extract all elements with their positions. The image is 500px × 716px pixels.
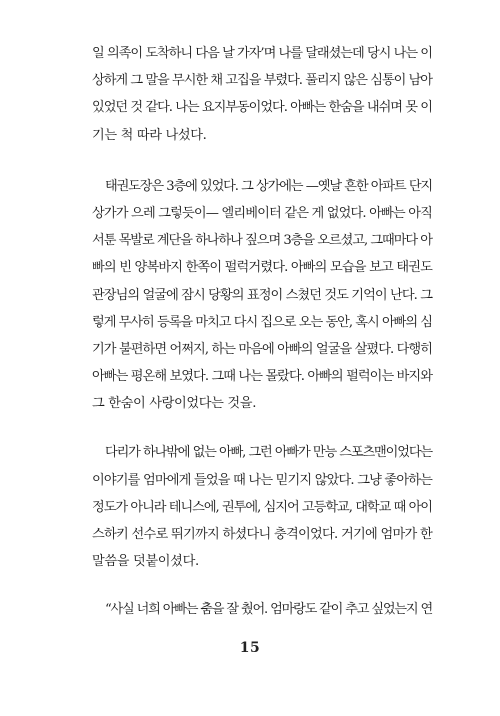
text-line: 아빠는 평온해 보였다. 그때 나는 몰랐다. 아빠의 펄럭이는 바지와: [92, 369, 432, 385]
text-line: 일 의족이 도착하니 다음 날 가자’며 나를 달래셨는데 당시 나는 이: [92, 46, 432, 61]
text-line: 기는 척 따라 나섰다.: [92, 127, 207, 143]
text-line: 관장님의 얼굴에 잠시 당황의 표정이 스쳤던 것도 기억이 난다. 그: [92, 287, 432, 303]
text-line: 있었던 것 같다. 나는 요지부동이었다. 아빠는 한숨을 내쉬며 못 이: [92, 100, 432, 116]
paragraph-2: [92, 173, 432, 418]
text-line: 렇게 무사히 등록을 마치고 다시 집으로 오는 동안, 혹시 아빠의 심: [92, 314, 432, 330]
paragraph-1: [92, 40, 432, 149]
text-line: 이야기를 엄마에게 들었을 때 나는 믿기지 않았다. 그냥 좋아하는: [92, 472, 432, 488]
text-line: 말씀을 덧붙이셨다.: [92, 554, 199, 570]
text-line: 다리가 하나밖에 없는 아빠, 그런 아빠가 만능 스포츠맨이었다는: [105, 445, 432, 461]
paragraph-3: [92, 439, 432, 575]
text-line: “사실 너희 아빠는 춤을 잘 췄어. 엄마랑도 같이 추고 싶었는지 연: [105, 602, 432, 618]
text-line: 상하게 그 말을 무시한 채 고집을 부렸다. 풀리지 않은 심통이 남아: [92, 73, 432, 89]
paragraph-4: [92, 596, 432, 623]
book-page-body: [92, 40, 432, 624]
page-number: 15: [239, 640, 261, 656]
text-line: 정도가 아니라 테니스에, 권투에, 심지어 고등학교, 대학교 때 아이: [92, 499, 432, 515]
text-line: 서툰 목발로 계단을 하나하나 짚으며 3층을 오르셨고, 그때마다 아: [92, 233, 432, 249]
text-line: 기가 불편하면 어쩌지, 하는 마음에 아빠의 얼굴을 살폈다. 다행히: [92, 341, 432, 357]
paragraph-gap: [92, 575, 432, 596]
text-line: 빠의 빈 양복바지 한쪽이 펄럭거렸다. 아빠의 모습을 보고 태권도: [92, 260, 432, 276]
paragraph-gap: [92, 149, 432, 173]
text-line: 그 한숨이 사랑이었다는 것을.: [92, 396, 257, 412]
text-line: 상가가 으레 그렇듯이— 엘리베이터 같은 게 없었다. 아빠는 아직: [92, 205, 432, 221]
text-line: 스하키 선수로 뛰기까지 하셨다니 충격이었다. 거기에 엄마가 한: [92, 527, 432, 542]
text-line: 태권도장은 3층에 있었다. 그 상가에는 —옛날 흔한 아파트 단지: [105, 178, 432, 194]
paragraph-gap: [92, 417, 432, 439]
